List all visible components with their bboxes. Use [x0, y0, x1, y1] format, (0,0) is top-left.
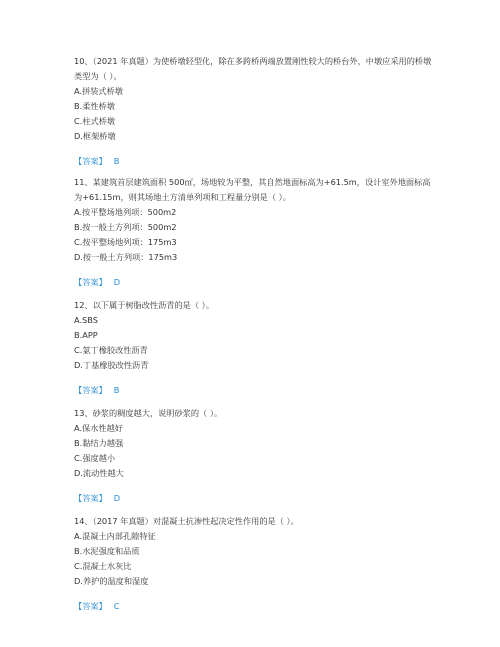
answer-line [74, 491, 434, 506]
option-c: C.混凝土水灰比 [74, 561, 132, 571]
question-13 [74, 406, 434, 506]
option-b: B.APP [74, 330, 98, 340]
option-b: B.水泥强度和品质 [74, 546, 140, 556]
answer-value: D [113, 493, 121, 503]
answer-tag: 【答案】 [74, 385, 107, 395]
option-b: B.柔性桥墩 [74, 101, 115, 111]
document-page [74, 54, 434, 622]
option-d: D.框架桥墩 [74, 131, 116, 141]
option-c: C.柱式桥墩 [74, 116, 116, 126]
question-stem: 13、砂浆的稠度越大，说明砂浆的（ ）。 [74, 408, 223, 418]
option-c: C.氯丁橡胶改性沥青 [74, 345, 148, 355]
answer-value: B [113, 385, 120, 395]
question-stem: 11、某建筑首层建筑面积 500㎡，场地较为平整，其自然地面标高为+61.5m，设计室外地面标高为+61.15m，则其场地土方清单列项和工程量分别是（ ）。 [74, 177, 431, 202]
answer-tag: 【答案】 [74, 156, 107, 166]
question-14 [74, 514, 434, 614]
answer-value: B [113, 156, 120, 166]
question-11 [74, 175, 434, 290]
answer-line [74, 275, 434, 290]
answer-tag: 【答案】 [74, 493, 107, 503]
answer-line [74, 154, 434, 169]
option-a: A.保水性越好 [74, 423, 123, 433]
question-12 [74, 298, 434, 398]
question-stem: 14、（2017 年真题）对混凝土抗渗性起决定性作用的是（ ）。 [74, 516, 299, 526]
option-d: D.养护的温度和湿度 [74, 576, 149, 586]
option-c: C.按平整场地列项：175m3 [74, 237, 177, 247]
option-d: D.流动性越大 [74, 468, 124, 478]
option-c: C.强度越小 [74, 453, 116, 463]
option-b: B.按一般土方列项：500m2 [74, 222, 177, 232]
answer-tag: 【答案】 [74, 277, 107, 287]
answer-line [74, 599, 434, 614]
option-d: D.按一般土方列项：175m3 [74, 252, 178, 262]
answer-line [74, 383, 434, 398]
option-a: A.按平整场地列项：500m2 [74, 207, 177, 217]
option-d: D.丁基橡胶改性沥青 [74, 360, 149, 370]
option-b: B.黏结力越强 [74, 438, 124, 448]
option-a: A.拼装式桥墩 [74, 86, 123, 96]
question-stem: 10、（2021 年真题）为使桥墩轻型化，除在多跨桥两端放置刚性较大的桥台外，中墩应采用的桥墩类型为（ ）。 [74, 56, 432, 81]
answer-value: C [113, 601, 120, 611]
question-stem: 12、以下属于树脂改性沥青的是（ ）。 [74, 300, 214, 310]
option-a: A.SBS [74, 315, 98, 325]
option-a: A.混凝土内部孔隙特征 [74, 531, 156, 541]
question-10 [74, 54, 434, 169]
answer-tag: 【答案】 [74, 601, 107, 611]
answer-value: D [113, 277, 121, 287]
